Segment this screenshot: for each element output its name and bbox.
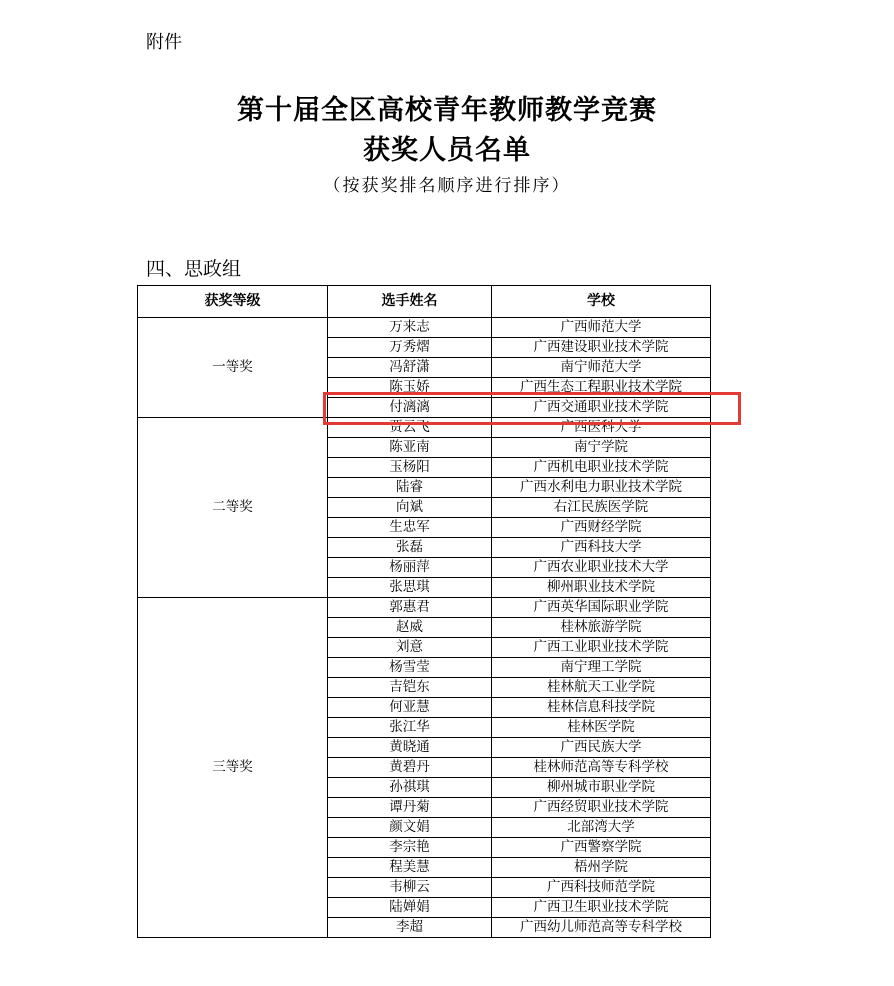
highlight-box: [323, 392, 741, 425]
contestant-name-cell: 杨雪莹: [328, 658, 492, 678]
contestant-name-cell: 万来志: [328, 318, 492, 338]
contestant-name-cell: 韦柳云: [328, 878, 492, 898]
contestant-name-cell: 颜文娟: [328, 818, 492, 838]
contestant-name-cell: 谭丹菊: [328, 798, 492, 818]
school-cell: 广西科技师范学院: [492, 878, 711, 898]
contestant-name-cell: 贾云飞: [328, 418, 492, 438]
school-cell: 广西警察学院: [492, 838, 711, 858]
award-level-cell: 三等奖: [138, 598, 328, 938]
school-cell: 广西幼儿师范高等专科学校: [492, 918, 711, 938]
school-cell: 广西交通职业技术学院: [492, 398, 711, 418]
school-cell: 柳州城市职业学院: [492, 778, 711, 798]
award-level-cell: 二等奖: [138, 418, 328, 598]
contestant-name-cell: 李宗艳: [328, 838, 492, 858]
contestant-name-cell: 张江华: [328, 718, 492, 738]
header-level: 获奖等级: [138, 286, 328, 318]
award-level-cell: 一等奖: [138, 318, 328, 418]
contestant-name-cell: 向斌: [328, 498, 492, 518]
document-title-line2: 获奖人员名单: [363, 135, 531, 166]
contestant-name-cell: 黄晓通: [328, 738, 492, 758]
school-cell: 广西科技大学: [492, 538, 711, 558]
contestant-name-cell: 陈亚南: [328, 438, 492, 458]
school-cell: 桂林医学院: [492, 718, 711, 738]
contestant-name-cell: 陆婵娟: [328, 898, 492, 918]
header-school: 学校: [492, 286, 711, 318]
award-table: [137, 285, 711, 938]
table-row: [138, 598, 711, 618]
school-cell: 桂林师范高等专科学校: [492, 758, 711, 778]
document-title-line1: 第十届全区高校青年教师教学竞赛: [237, 95, 657, 126]
table-row: [138, 318, 711, 338]
table-header-row: [138, 286, 711, 318]
header-name: 选手姓名: [328, 286, 492, 318]
contestant-name-cell: 玉杨阳: [328, 458, 492, 478]
school-cell: 南宁学院: [492, 438, 711, 458]
contestant-name-cell: 刘意: [328, 638, 492, 658]
contestant-name-cell: 张思琪: [328, 578, 492, 598]
school-cell: 广西师范大学: [492, 318, 711, 338]
school-cell: 广西水利电力职业技术学院: [492, 478, 711, 498]
school-cell: 广西财经学院: [492, 518, 711, 538]
school-cell: 梧州学院: [492, 858, 711, 878]
school-cell: 桂林信息科技学院: [492, 698, 711, 718]
attachment-label: 附件: [146, 32, 182, 53]
contestant-name-cell: 杨丽萍: [328, 558, 492, 578]
school-cell: 桂林航天工业学院: [492, 678, 711, 698]
school-cell: 桂林旅游学院: [492, 618, 711, 638]
school-cell: 广西经贸职业技术学院: [492, 798, 711, 818]
school-cell: 柳州职业技术学院: [492, 578, 711, 598]
contestant-name-cell: 黄碧丹: [328, 758, 492, 778]
contestant-name-cell: 赵威: [328, 618, 492, 638]
contestant-name-cell: 冯舒潇: [328, 358, 492, 378]
school-cell: 广西生态工程职业技术学院: [492, 378, 711, 398]
school-cell: 南宁师范大学: [492, 358, 711, 378]
contestant-name-cell: 孙祺琪: [328, 778, 492, 798]
contestant-name-cell: 付漓漓: [328, 398, 492, 418]
school-cell: 广西医科大学: [492, 418, 711, 438]
contestant-name-cell: 郭惠君: [328, 598, 492, 618]
school-cell: 北部湾大学: [492, 818, 711, 838]
contestant-name-cell: 陈玉娇: [328, 378, 492, 398]
school-cell: 广西机电职业技术学院: [492, 458, 711, 478]
contestant-name-cell: 张磊: [328, 538, 492, 558]
contestant-name-cell: 万秀熠: [328, 338, 492, 358]
contestant-name-cell: 吉铠东: [328, 678, 492, 698]
contestant-name-cell: 李超: [328, 918, 492, 938]
school-cell: 广西建设职业技术学院: [492, 338, 711, 358]
school-cell: 广西民族大学: [492, 738, 711, 758]
section-heading: 四、思政组: [146, 258, 242, 280]
contestant-name-cell: 生忠军: [328, 518, 492, 538]
school-cell: 右江民族医学院: [492, 498, 711, 518]
document-subtitle: （按获奖排名顺序进行排序）: [323, 176, 571, 196]
school-cell: 广西英华国际职业学院: [492, 598, 711, 618]
contestant-name-cell: 程美慧: [328, 858, 492, 878]
school-cell: 广西农业职业技术大学: [492, 558, 711, 578]
school-cell: 广西工业职业技术学院: [492, 638, 711, 658]
school-cell: 广西卫生职业技术学院: [492, 898, 711, 918]
contestant-name-cell: 陆睿: [328, 478, 492, 498]
contestant-name-cell: 何亚慧: [328, 698, 492, 718]
school-cell: 南宁理工学院: [492, 658, 711, 678]
